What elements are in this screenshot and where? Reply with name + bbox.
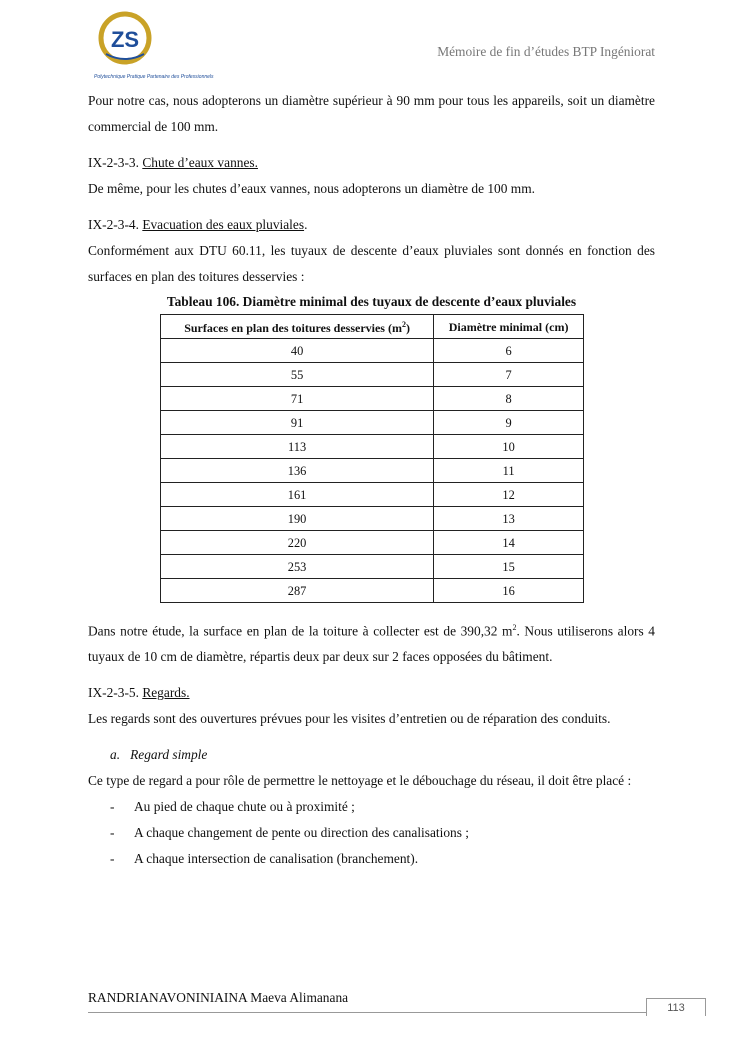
cell-surface: 71 <box>161 387 434 411</box>
table-row <box>161 579 584 603</box>
section-title-tail: . <box>304 217 308 232</box>
list-dash: - <box>110 799 115 815</box>
cell-surface: 190 <box>161 507 434 531</box>
paragraph-chute: De même, pour les chutes d’eaux vannes, nous adopterons un diamètre de 100 mm. <box>88 181 535 196</box>
list-item-text: Au pied de chaque chute ou à proximité ; <box>134 799 355 815</box>
table-row <box>161 459 584 483</box>
table-row <box>161 411 584 435</box>
subheading-regard-simple <box>88 742 655 768</box>
table-row <box>161 387 584 411</box>
table-row <box>161 555 584 579</box>
paragraph-study: Dans notre étude, la surface en plan de la toiture à collecter est de 390,32 $m^2$. Nous utiliserons alors 4 tuyaux de 10 cm de diamètre, répartis deux par deux sur 2 faces opposées du bâtiment. <box>88 623 655 665</box>
table-row <box>161 339 584 363</box>
table-row <box>161 483 584 507</box>
cell-surface: 220 <box>161 531 434 555</box>
cell-diameter: 9 <box>434 411 584 435</box>
paragraph-regards: Les regards sont des ouvertures prévues pour les visites d’entretien ou de réparation des conduits. <box>88 711 611 727</box>
section-heading-pluviales <box>88 212 655 238</box>
cell-diameter: 16 <box>434 579 584 603</box>
footer-divider <box>88 1012 705 1013</box>
cell-diameter: 15 <box>434 555 584 579</box>
paragraph-regard-role: Ce type de regard a pour rôle de permettre le nettoyage et le débouchage du réseau, il doit être placé : <box>88 773 632 789</box>
list-dash: - <box>110 825 115 841</box>
section-heading-regards <box>88 680 655 706</box>
list-item-text: A chaque changement de pente ou direction des canalisations ; <box>134 825 470 841</box>
table-caption: Tableau 106. Diamètre minimal des tuyaux de descente d’eaux pluviales <box>166 294 577 309</box>
cell-surface: 91 <box>161 411 434 435</box>
cell-surface: 40 <box>161 339 434 363</box>
cell-surface: 287 <box>161 579 434 603</box>
area-superscript: 2 <box>512 623 517 632</box>
table-row <box>161 531 584 555</box>
header-title: Mémoire de fin d’études BTP Ingéniorat <box>437 44 655 59</box>
cell-surface: 113 <box>161 435 434 459</box>
section-number: IX-2-3-4. <box>88 217 139 232</box>
cell-diameter: 12 <box>434 483 584 507</box>
table-row <box>161 363 584 387</box>
table-header-superscript: 2 <box>401 320 406 329</box>
table-row <box>161 507 584 531</box>
page-number: 113 <box>646 998 706 1016</box>
list-item-text: A chaque intersection de canalisation (branchement). <box>134 851 419 867</box>
diameter-table <box>160 314 584 603</box>
cell-diameter: 14 <box>434 531 584 555</box>
paragraph-dtu: Conformément aux DTU 60.11, les tuyaux de descente d’eaux pluviales sont donnés en fonction des surfaces en plan des toitures desservies : <box>88 243 655 284</box>
cell-surface: 136 <box>161 459 434 483</box>
section-number: IX-2-3-3. <box>88 155 139 170</box>
document-body <box>88 88 655 872</box>
list-item <box>88 820 655 846</box>
cell-diameter: 13 <box>434 507 584 531</box>
placement-list <box>88 794 655 872</box>
cell-diameter: 8 <box>434 387 584 411</box>
section-title: Chute d’eaux vannes. <box>142 155 258 170</box>
cell-surface: 253 <box>161 555 434 579</box>
logo-letters: ZS <box>110 27 140 52</box>
cell-surface: 161 <box>161 483 434 507</box>
section-title: Evacuation des eaux pluviales <box>142 217 305 232</box>
subheading-text: Regard simple <box>130 747 208 763</box>
subheading-letter: a. <box>110 747 121 763</box>
cell-surface: 55 <box>161 363 434 387</box>
cell-diameter: 10 <box>434 435 584 459</box>
table-row <box>161 435 584 459</box>
table-header-row <box>161 315 584 339</box>
section-number: IX-2-3-5. <box>88 685 139 701</box>
section-heading-chute <box>88 150 655 176</box>
footer-author: RANDRIANAVONINIAINA Maeva Alimanana <box>88 990 349 1005</box>
list-item <box>88 794 655 820</box>
cell-diameter: 11 <box>434 459 584 483</box>
school-logo <box>92 12 214 94</box>
table-header-diameter: Diamètre minimal (cm) <box>434 315 584 339</box>
list-item <box>88 846 655 872</box>
cell-diameter: 6 <box>434 339 584 363</box>
table-header-surface: Surfaces en plan des toitures desservies $(m^2)$ <box>161 315 434 339</box>
logo-caption: Polytechnique Pratique Partenaire des Professionnels <box>94 74 214 80</box>
cell-diameter: 7 <box>434 363 584 387</box>
paragraph-diameter: Pour notre cas, nous adopterons un diamètre supérieur à 90 mm pour tous les appareils, soit un diamètre commercial de 100 mm. <box>88 93 655 134</box>
section-title: Regards. <box>142 685 190 701</box>
list-dash: - <box>110 851 115 867</box>
